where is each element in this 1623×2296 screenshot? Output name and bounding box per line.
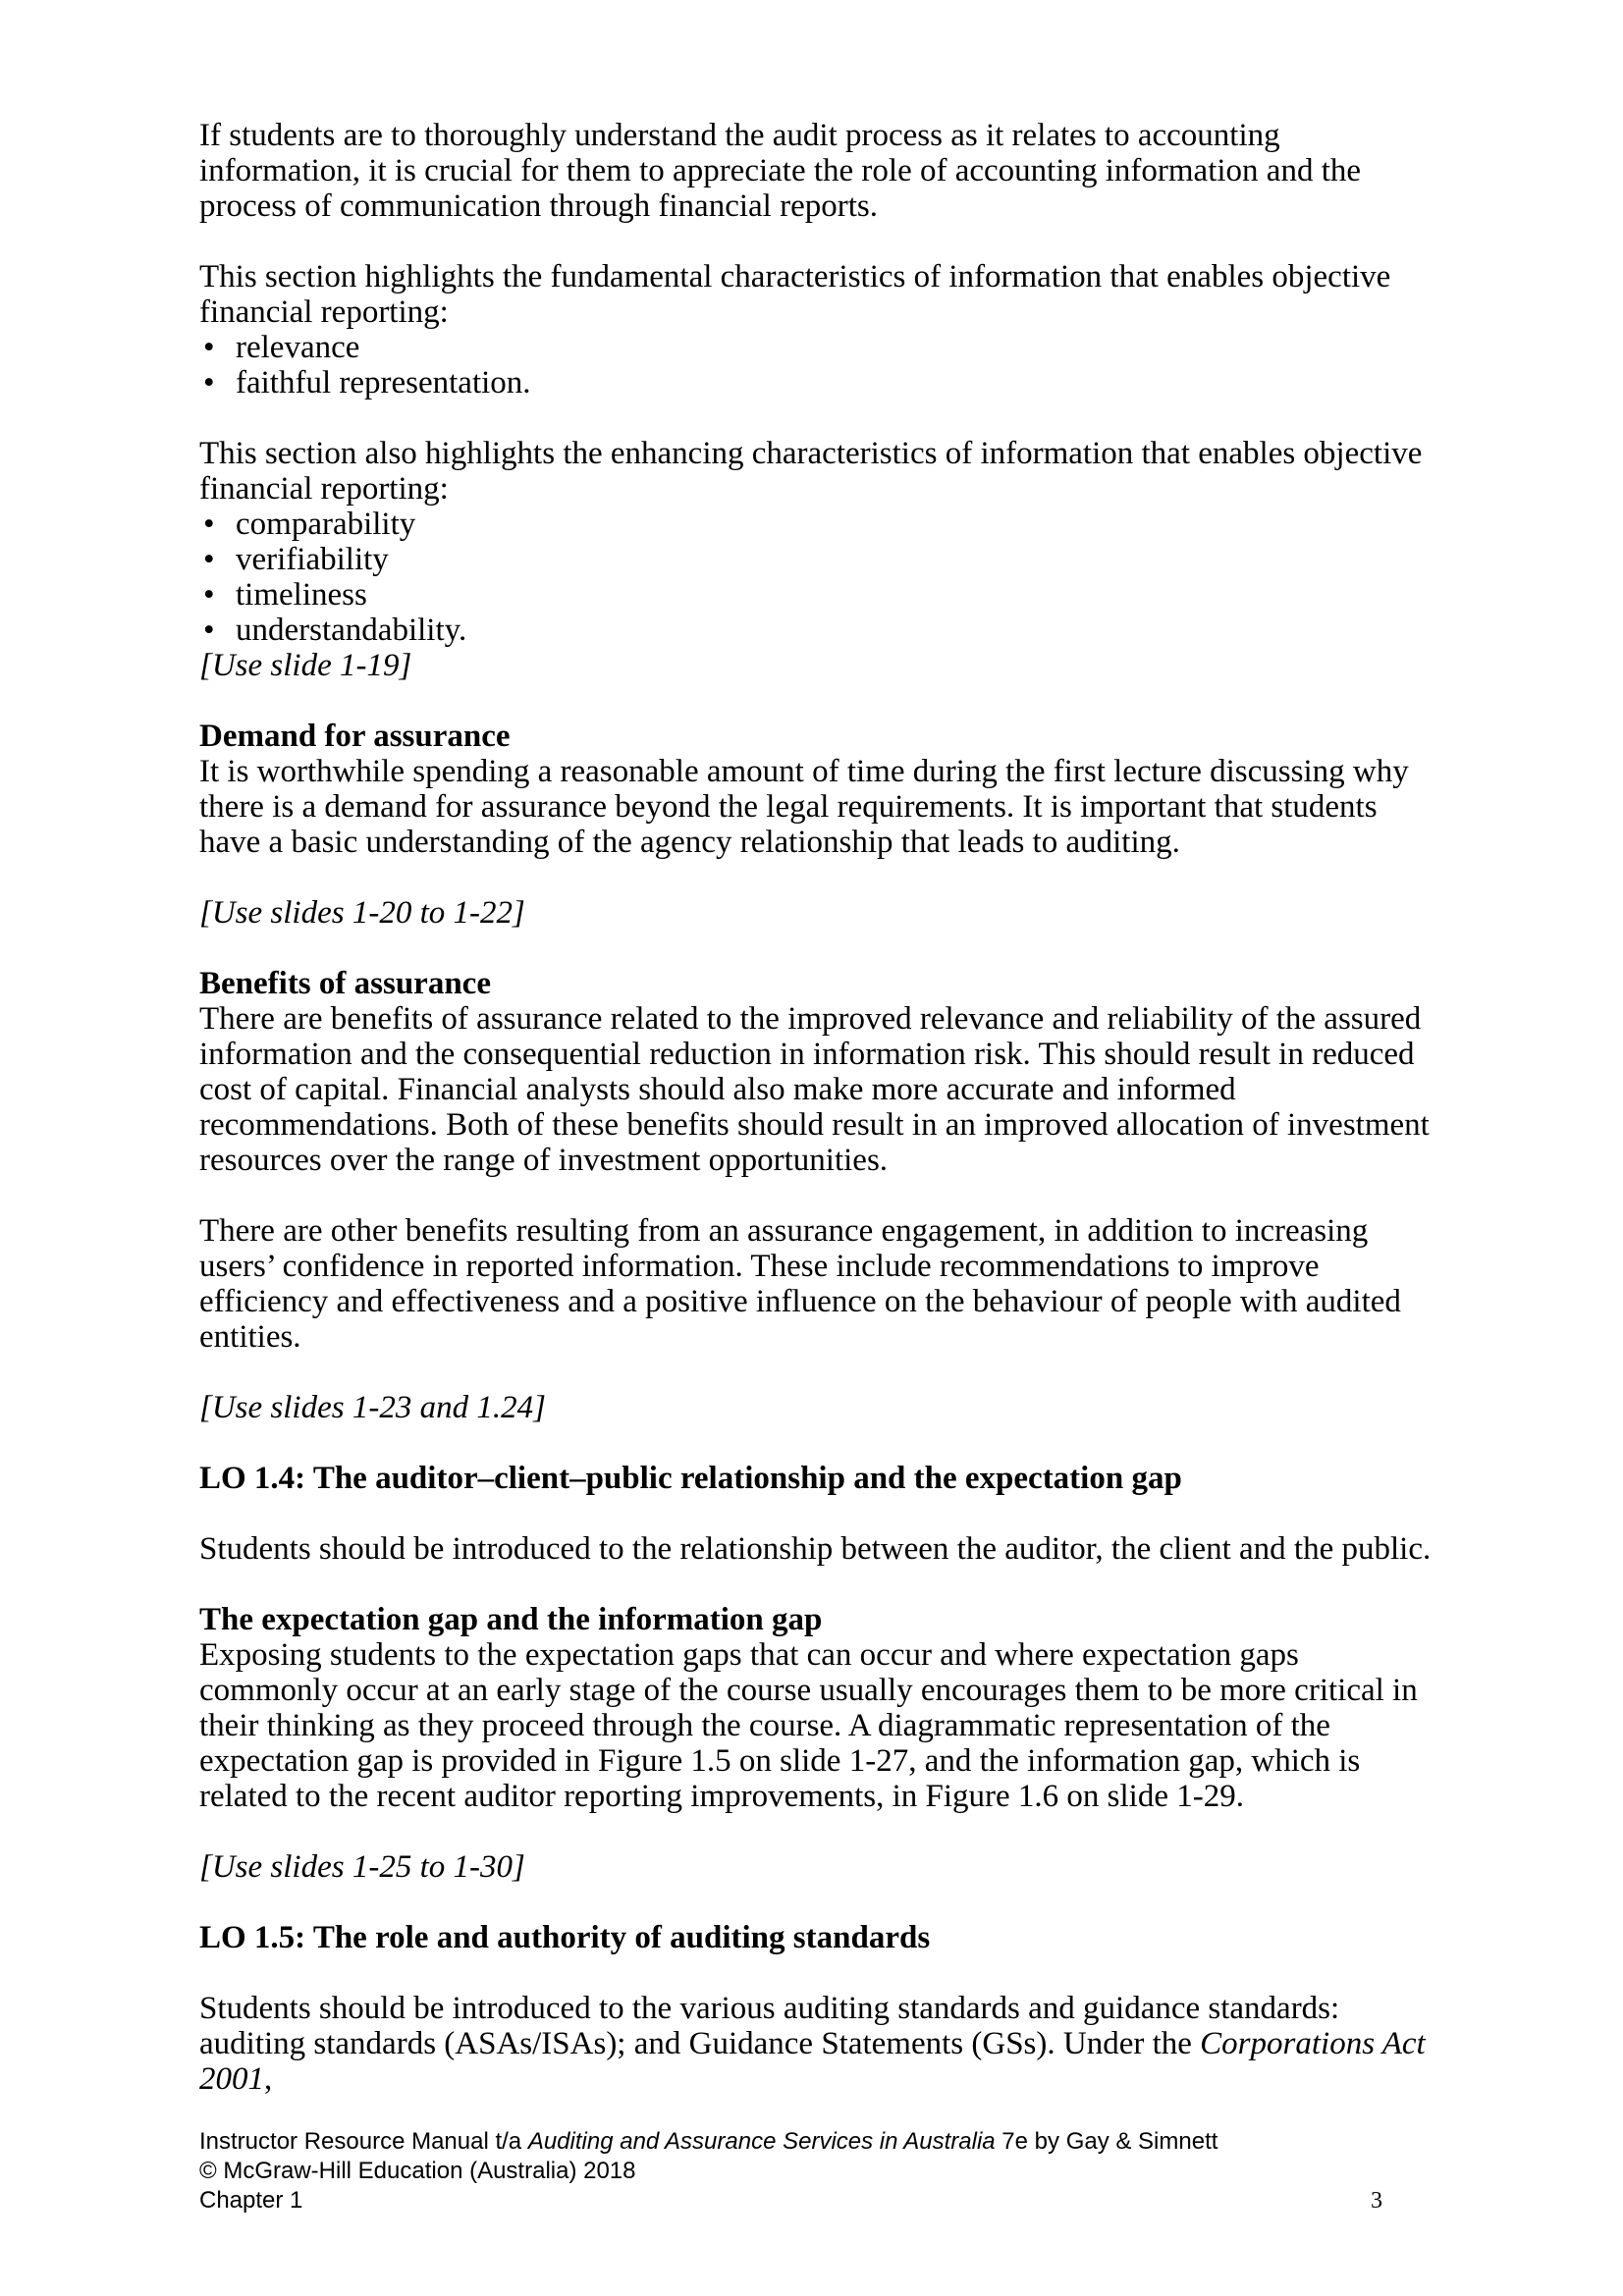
book-title: Auditing and Assurance Services in Australia xyxy=(527,2128,996,2155)
learning-objective-heading: LO 1.4: The auditor–client–public relationship and the expectation gap xyxy=(199,1461,1182,1496)
slide-reference: [Use slide 1-19] xyxy=(199,648,412,683)
fundamental-list xyxy=(199,330,1438,400)
footer-line-1 xyxy=(199,2127,1382,2157)
intro-paragraph: If students are to thoroughly understand the audit process as it relates to accounting information, it is crucial for them to appreciate the role of accounting information and the process of communication through financial reports. xyxy=(199,118,1362,224)
lo15-paragraph xyxy=(199,1991,1438,2097)
footer-chapter: Chapter 1 xyxy=(199,2187,303,2214)
page-number: 3 xyxy=(1371,2188,1382,2214)
act-title: Corporations Act 2001 xyxy=(199,2026,1426,2097)
enhancing-list xyxy=(199,507,1438,648)
section-heading: Demand for assurance xyxy=(199,719,511,754)
slide-reference: [Use slides 1-23 and 1.24] xyxy=(199,1390,546,1425)
list-item: • relevance xyxy=(199,330,1438,365)
list-item: • understandability. xyxy=(199,613,1438,648)
slide-reference: [Use slides 1-25 to 1-30] xyxy=(199,1849,525,1885)
footer-copyright: © McGraw-Hill Education (Australia) 2018 xyxy=(199,2158,636,2184)
gap-paragraph: Exposing students to the expectation gaps that can occur and where expectation gaps commonly occur at an early stage of the course usually encourages them to be more critical in their thinking as they proceed through the course. A diagrammatic representation of the expectation gap is provided in Figure 1.5 on slide 1-27, and the information gap, which is related to the recent auditor reporting improvements, in Figure 1.6 on slide 1-29. xyxy=(199,1637,1418,1814)
slide-reference: [Use slides 1-20 to 1-22] xyxy=(199,895,525,931)
list-item: • comparability xyxy=(199,507,1438,542)
section-heading: The expectation gap and the information gap xyxy=(199,1602,823,1637)
document-body xyxy=(199,118,1438,2132)
text: 7e by Gay & Simnett xyxy=(995,2128,1218,2155)
list-item: • verifiability xyxy=(199,542,1438,577)
demand-paragraph: It is worthwhile spending a reasonable amount of time during the first lecture discussing why there is a demand for assurance beyond the legal requirements. It is important that students have a basic understanding of the agency relationship that leads to auditing. xyxy=(199,754,1409,860)
list-item: • timeliness xyxy=(199,577,1438,613)
enhancing-paragraph: This section also highlights the enhancing characteristics of information that enables objective financial reporting: xyxy=(199,436,1423,507)
text: , xyxy=(264,2061,273,2097)
text: Students should be introduced to the various auditing standards and guidance standards: auditing standards (ASAs/ISAs); and Guidance Statements (GSs). Under the xyxy=(199,1991,1340,2061)
benefits-paragraph: There are benefits of assurance related to the improved relevance and reliability of the assured information and the consequential reduction in information risk. This should result in reduced cost of capital. Financial analysts should also make more accurate and informed recommendations. Both of these benefits should result in an improved allocation of investment resources over the range of investment opportunities. xyxy=(199,1001,1430,1178)
text: Instructor Resource Manual t/a xyxy=(199,2128,528,2155)
fundamental-paragraph: This section highlights the fundamental characteristics of information that enables objective financial reporting: xyxy=(199,259,1391,330)
list-item: • faithful representation. xyxy=(199,365,1438,400)
benefits-paragraph: There are other benefits resulting from an assurance engagement, in addition to increasing users’ confidence in reported information. These include recommendations to improve efficiency and effectiveness and a positive influence on the behaviour of people with audited entities. xyxy=(199,1213,1401,1355)
section-heading: Benefits of assurance xyxy=(199,966,491,1001)
page-footer xyxy=(199,2127,1382,2216)
learning-objective-heading: LO 1.5: The role and authority of auditing standards xyxy=(199,1920,931,1955)
lo14-paragraph: Students should be introduced to the relationship between the auditor, the client and the public. xyxy=(199,1531,1432,1567)
